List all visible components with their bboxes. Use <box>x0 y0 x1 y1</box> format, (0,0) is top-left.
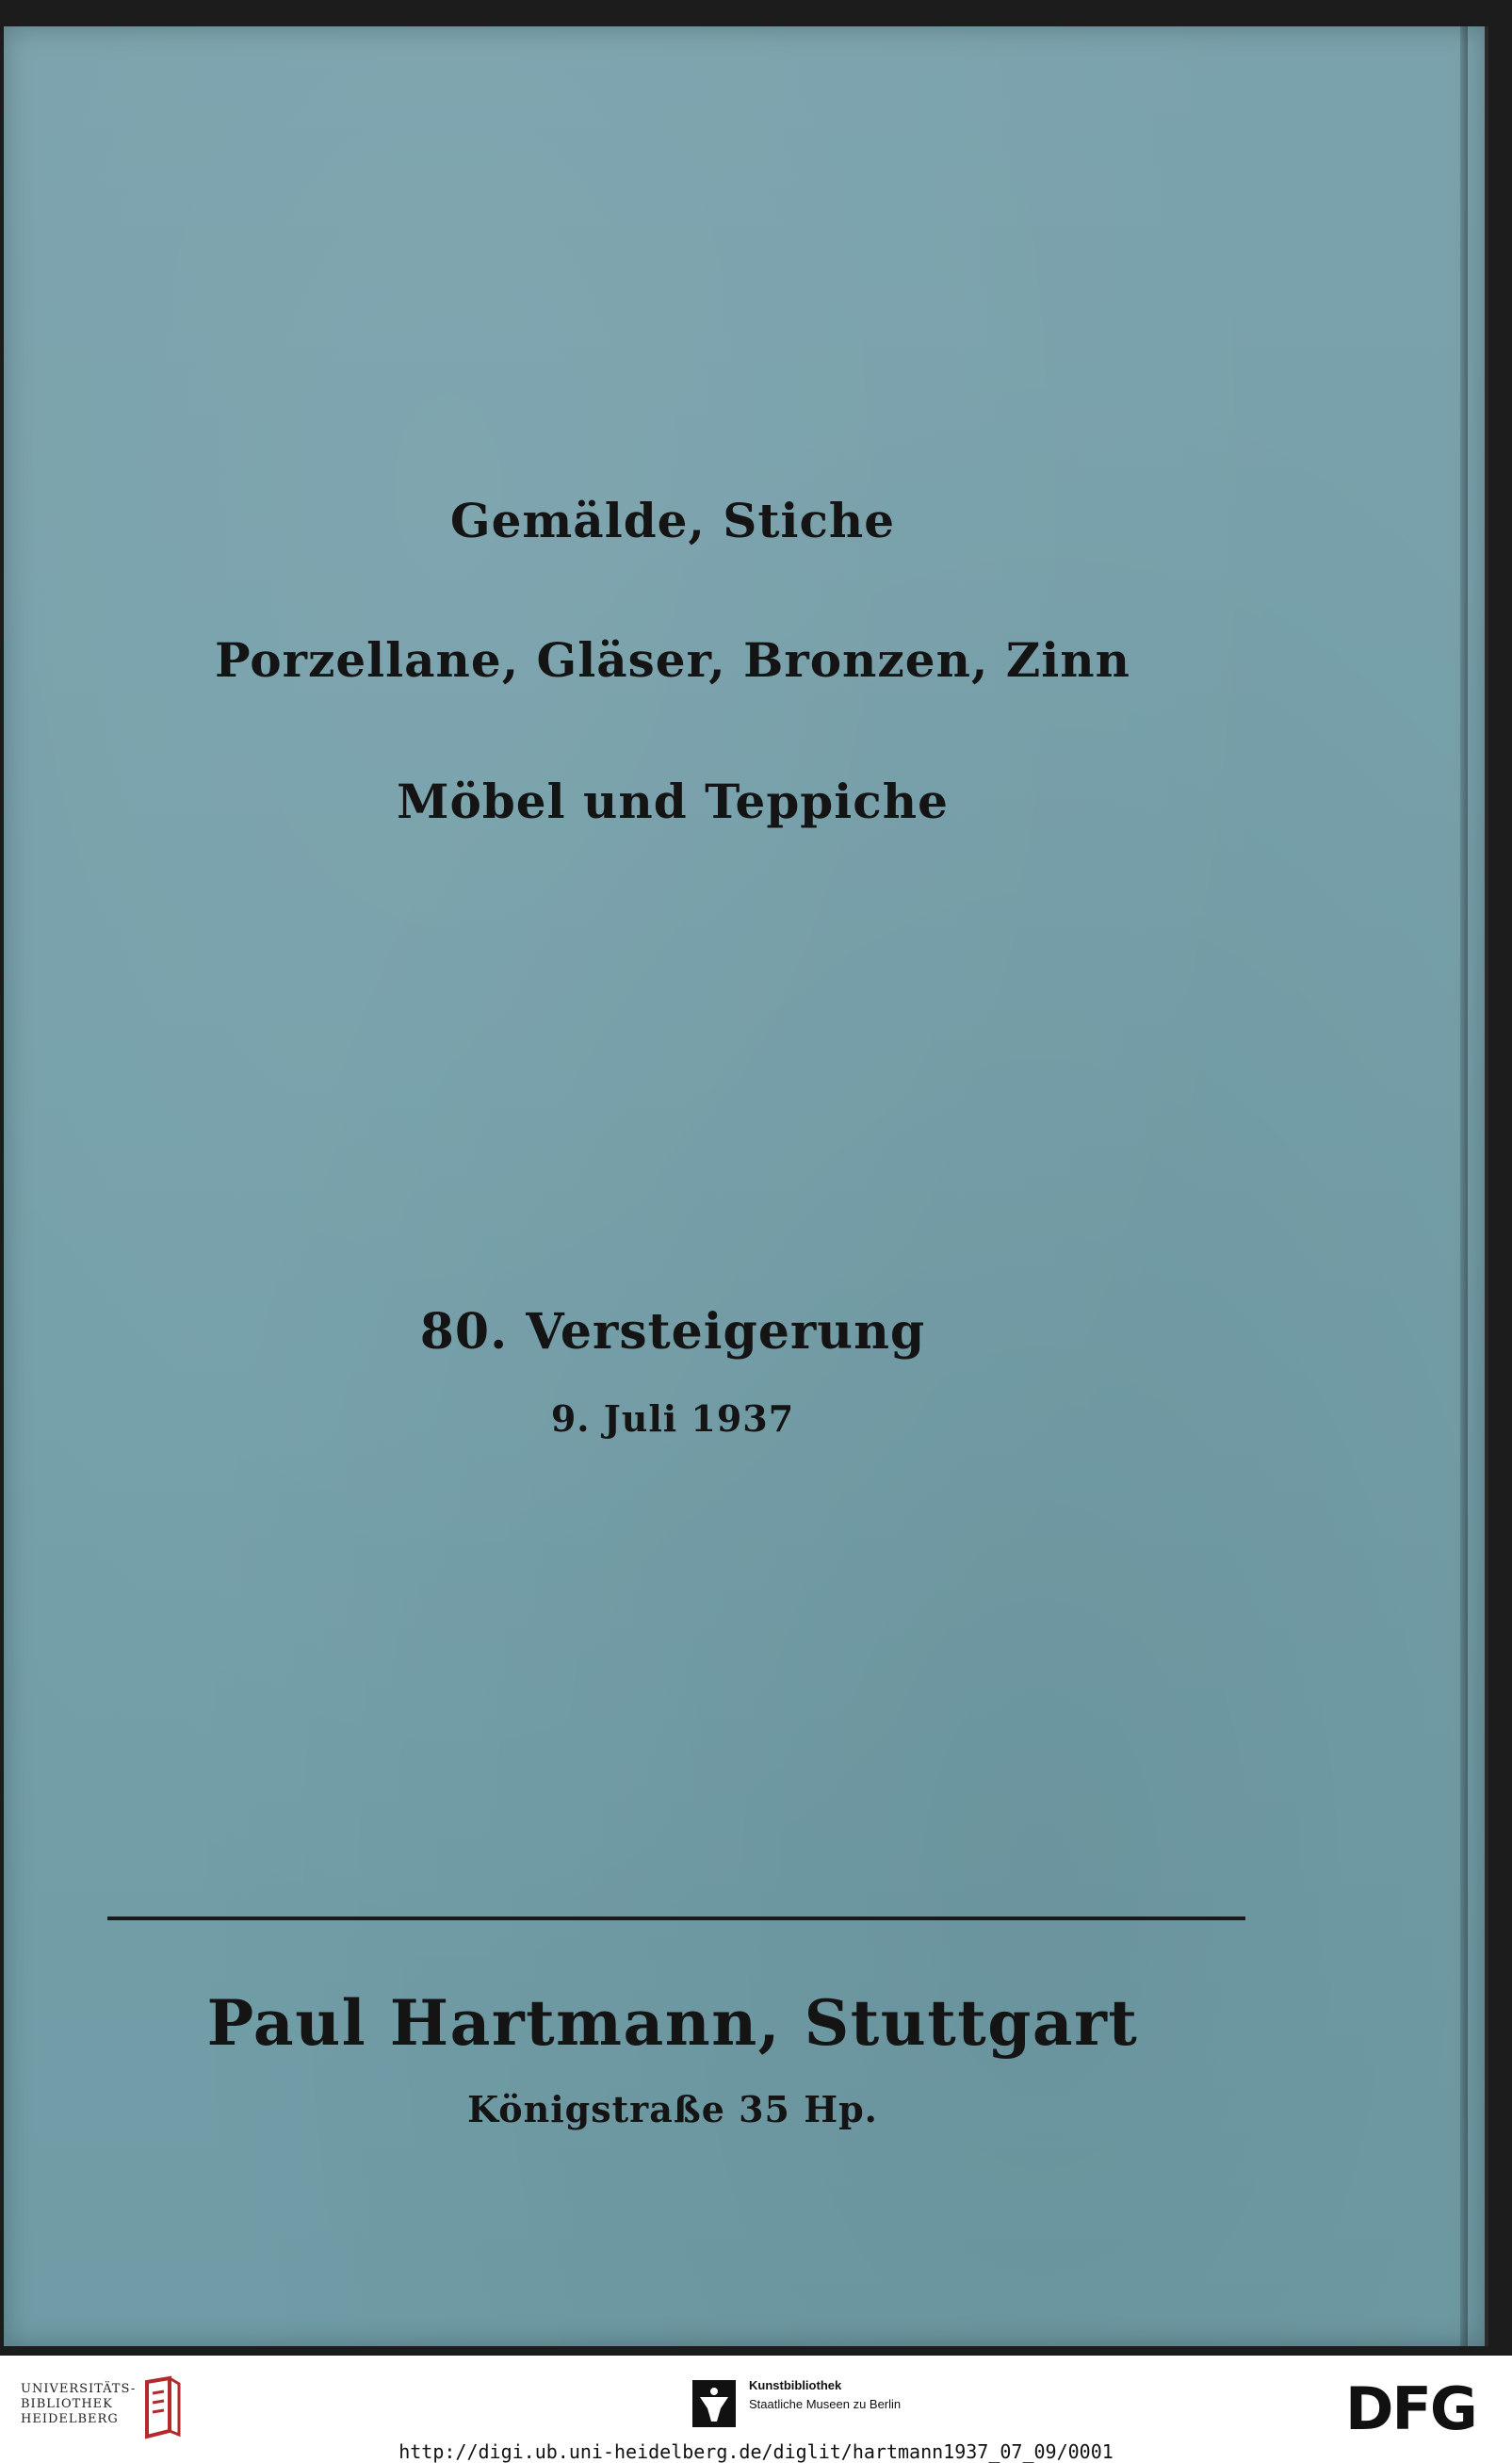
heading-porcelain: Porzellane, Gläser, Bronzen, Zinn <box>215 632 1130 688</box>
publisher-name: Paul Hartmann, Stuttgart <box>206 1986 1139 2060</box>
kunstbibliothek-title: Kunstbibliothek <box>749 2378 842 2392</box>
kunstbibliothek-eagle-icon <box>692 2380 736 2427</box>
divider-rule <box>107 1917 1245 1920</box>
heading-furniture: Möbel und Teppiche <box>397 774 949 829</box>
digitization-footer <box>0 2356 1512 2463</box>
kunstbibliothek-logo <box>692 2376 937 2433</box>
dfg-logo: DFG <box>1345 2374 1476 2443</box>
ub-line-2: BIBLIOTHEK <box>21 2397 113 2411</box>
source-url-link[interactable]: http://digi.ub.uni-heidelberg.de/diglit/hartmann1937_07_09/0001 <box>398 2440 1114 2463</box>
ub-heidelberg-logo-icon <box>141 2374 183 2440</box>
auction-number: 80. Versteigerung <box>419 1303 926 1361</box>
catalog-cover <box>4 26 1488 2346</box>
ub-line-1: UNIVERSITÄTS- <box>21 2382 137 2396</box>
cover-edge <box>1460 26 1468 2346</box>
ub-line-3: HEIDELBERG <box>21 2412 119 2426</box>
publisher-address: Königstraße 35 Hp. <box>467 2088 878 2130</box>
kunstbibliothek-subtitle: Staatliche Museen zu Berlin <box>749 2397 902 2411</box>
ub-heidelberg-text <box>21 2382 136 2427</box>
heading-paintings: Gemälde, Stiche <box>449 493 896 548</box>
auction-date: 9. Juli 1937 <box>550 1397 795 1440</box>
